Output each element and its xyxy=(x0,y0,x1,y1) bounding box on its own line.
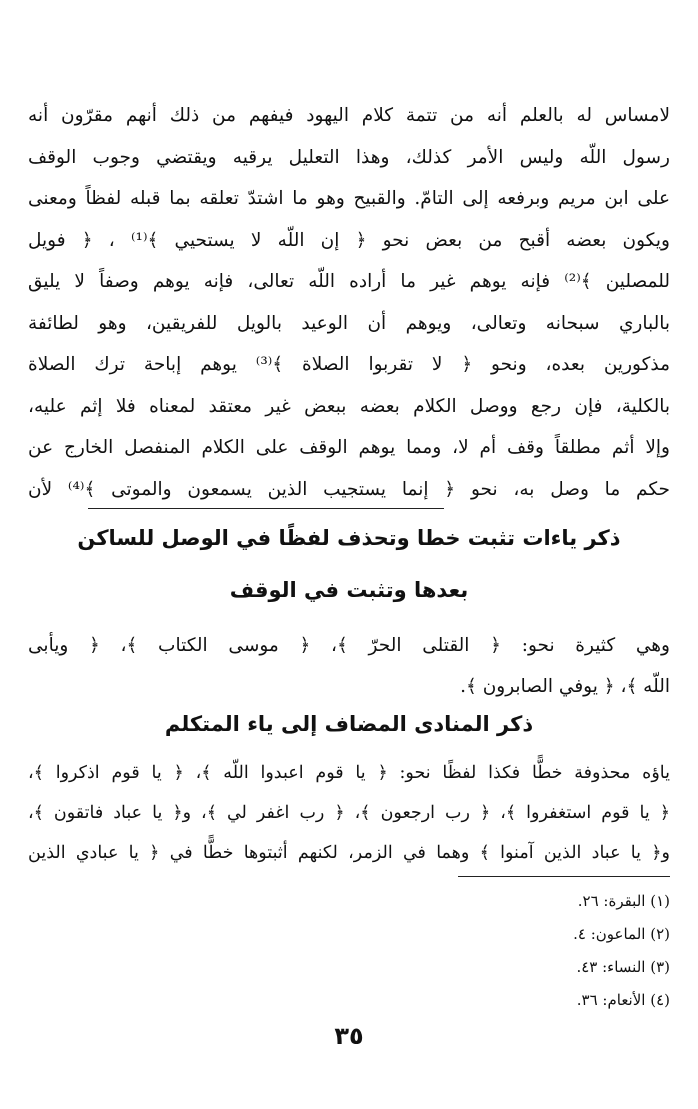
footnote-divider xyxy=(458,876,670,877)
section-heading-line-1: ذكر ياءات تثبت خطا وتحذف لفظًا في الوصل للساكن xyxy=(77,526,621,550)
text-line: بالباري سبحانه وتعالى، ويوهم أن الوعيد بالويل للفريقين، وهو لطائفة xyxy=(28,312,670,334)
body-paragraph-2 xyxy=(28,625,670,707)
document-page xyxy=(28,0,670,1109)
text-line: ويكون بعضه أقبح من بعض نحو ﴿ إن اللّه لا يستحيي ﴾⁽¹⁾ ، ﴿ فويل xyxy=(28,229,670,251)
section-heading-line-2: بعدها وتثبت في الوقف xyxy=(229,578,469,602)
footnote-item: (٢) الماعون: ٤. xyxy=(573,925,670,943)
text-line: رسول اللّه وليس الأمر كذلك، وهذا التعليل يرقيه ويقتضي وجوب الوقف xyxy=(28,146,670,168)
text-line: بالكلية، فإن رجع ووصل الكلام بعضه ببعض غير معتقد لمعناه فلا إثم عليه، xyxy=(28,395,670,417)
body-paragraph-3 xyxy=(28,753,670,873)
text-line: حكم ما وصل به، نحو ﴿ إنما يستجيب الذين يسمعون والموتى ﴾⁽⁴⁾ لأن xyxy=(28,478,670,500)
footnote-item: (١) البقرة: ٢٦. xyxy=(577,892,670,910)
text-line: لامساس له بالعلم أنه من تتمة كلام اليهود فيفهم من ذلك أنهم مقرّون أنه xyxy=(28,105,670,126)
text-line: ياؤه محذوفة خطًّا فكذا لفظًا نحو: ﴿ يا قوم اعبدوا اللّه ﴾، ﴿ يا قوم اذكروا ﴾، xyxy=(28,763,670,783)
section-divider xyxy=(88,508,444,509)
footnote-item: (٤) الأنعام: ٣٦. xyxy=(576,991,670,1009)
footnote-item: (٣) النساء: ٤٣. xyxy=(576,958,670,976)
text-line: و﴿ يا عباد الذين آمنوا ﴾ وهما في الزمر، لكنهم أثبتوها خطًّا في ﴿ يا عبادي الذين xyxy=(28,843,670,863)
footnotes-list xyxy=(28,885,670,1017)
page-number: ٣٥ xyxy=(334,1022,364,1050)
text-line: اللّه ﴾، ﴿ يوفي الصابرون ﴾. xyxy=(460,676,670,697)
text-line: على ابن مريم وبرفعه إلى التامّ. والقبيح وهو ما اشتدّ تعلقه بما قبله لفظاً ومعنى xyxy=(28,188,670,209)
text-line: مذكورين بعده، ونحو ﴿ لا تقربوا الصلاة ﴾⁽³⁾ يوهم إباحة ترك الصلاة xyxy=(28,354,670,375)
text-line: ﴿ يا قوم استغفروا ﴾، ﴿ رب ارجعون ﴾، ﴿ رب اغفر لي ﴾، و﴿ يا عباد فاتقون ﴾، xyxy=(28,803,670,823)
body-paragraph-1 xyxy=(28,95,670,510)
section-heading-2: ذكر المنادى المضاف إلى ياء المتكلم xyxy=(164,712,534,736)
text-line: وهي كثيرة نحو: ﴿ القتلى الحرّ ﴾، ﴿ موسى الكتاب ﴾، ﴿ ويأبى xyxy=(28,635,670,656)
text-line: للمصلين ﴾⁽²⁾ فإنه يوهم غير ما أراده اللّه تعالى، فإنه يوهم وصفاً لا يليق xyxy=(28,271,670,292)
text-line: وإلا أثم مطلقاً وقف أم لا، ومما يوهم الوقف على الكلام المنفصل الخارج عن xyxy=(28,437,670,458)
